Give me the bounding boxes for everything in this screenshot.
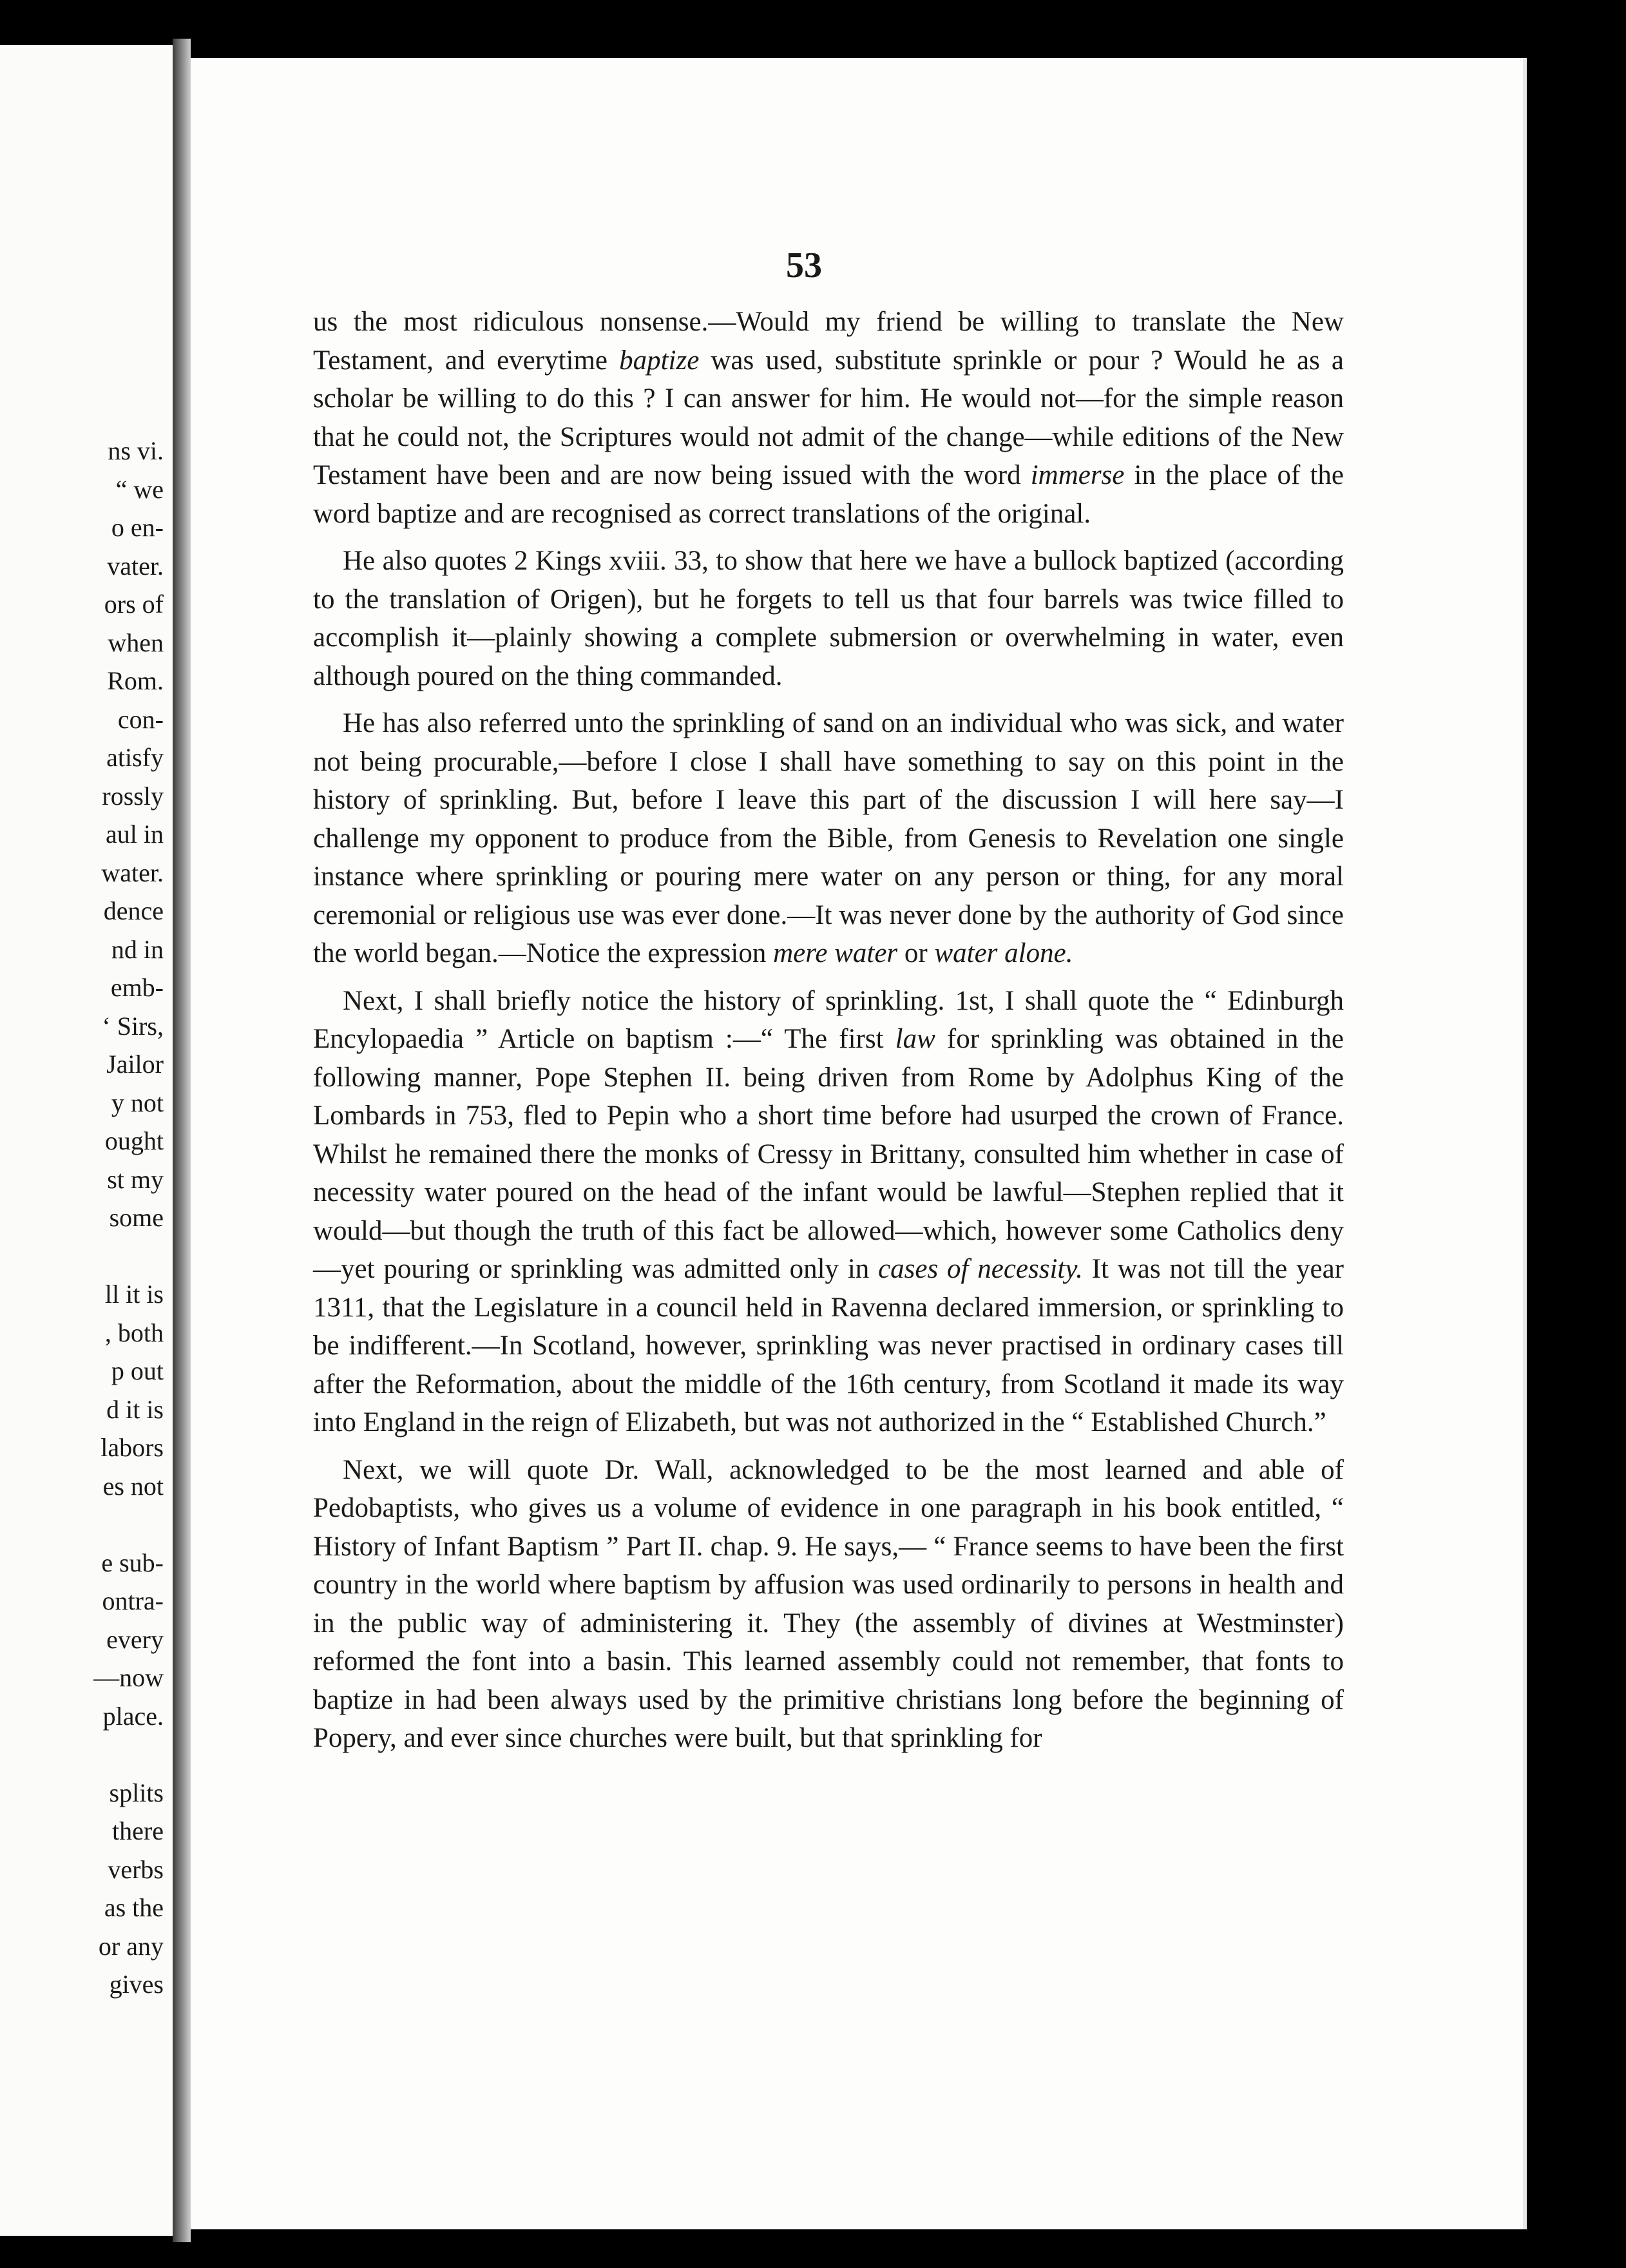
left-line-fragment: verbs [108, 1854, 164, 1884]
left-line-fragment: —now [93, 1663, 164, 1692]
left-line-fragment: Rom. [107, 666, 164, 695]
left-line-fragment: d it is [106, 1394, 164, 1424]
left-line-fragment: labors [100, 1433, 164, 1462]
left-line-fragment: vater. [107, 551, 164, 581]
page-number: 53 [786, 245, 822, 285]
paragraph [313, 704, 1344, 973]
left-line-fragment: or any [98, 1931, 164, 1961]
text-run: or [897, 938, 935, 968]
left-line-fragment: y not [111, 1088, 164, 1117]
left-line-fragment: st my [107, 1164, 164, 1194]
left-line-fragment: ‘ Sirs, [102, 1011, 164, 1041]
italic-text: mere water [773, 938, 898, 968]
left-line-fragment: Jailor [106, 1050, 164, 1079]
paragraph [313, 303, 1344, 533]
text-run: us the most ridiculous nonsense.—Would my friend be willing to translate the New Testament, and everytime [313, 307, 1344, 376]
text-run: for sprinkling was obtained in the following manner, Pope Stephen II. being driven from Rome by Adolphus King of the Lombards in 753, fled to Pepin who a short time before had usurped the crown of France. Whilst he remained there the monks of Cressy in Brittany, consulted him whether in case of necessity water poured on the head of the infant would be lawful—Stephen replied that it would—but though the truth of this fact be allowed—which, however some Catholics deny—yet pouring or sprinkling was admitted only in [313, 1024, 1344, 1284]
left-line-fragment: when [108, 628, 164, 657]
left-line-fragment: rossly [102, 781, 164, 811]
paragraph [313, 1451, 1344, 1758]
left-line-fragment: place. [102, 1701, 164, 1731]
text-run: He also quotes 2 Kings xviii. 33, to show that here we have a bullock baptized (according to the translation of Origen), but he forgets to tell us that four barrels was twice filled to accomplish it—plainly showing a complete submersion or overwhelming in water, even although poured on the thing commanded. [313, 546, 1344, 691]
left-line-fragment: “ we [115, 474, 164, 504]
italic-text: immerse [1030, 460, 1125, 490]
text-run: was used, substitute sprinkle or pour ? Would he as a scholar be willing to do this ? I can answer for him. He would not—for the simple reason that he could not, the Scriptures would not admit of the change—while editions of the New Testament have been and are now being issued with the word [313, 345, 1344, 490]
left-line-fragment: , both [104, 1318, 164, 1347]
left-line-fragment: ll it is [104, 1280, 164, 1309]
left-line-fragment: water. [101, 858, 164, 887]
left-line-fragment: atisfy [106, 743, 164, 772]
left-page-margin [0, 45, 173, 2236]
left-line-fragment: nd in [111, 934, 164, 964]
left-line-fragment [93, 1735, 164, 1774]
text-run: Next, I shall briefly notice the history of sprinkling. 1st, I shall quote the “ Edinburgh Encylopaedia ” Article on baptism :—“ The first [313, 985, 1344, 1054]
left-line-fragment: es not [102, 1471, 164, 1501]
italic-text: law [895, 1024, 935, 1054]
italic-text: water alone. [934, 938, 1073, 968]
left-line-fragment [93, 1505, 164, 1544]
left-line-fragment: dence [103, 896, 164, 925]
left-line-fragment: as the [104, 1893, 164, 1922]
left-line-fragment [93, 1237, 164, 1276]
left-line-fragment: e sub- [101, 1548, 164, 1577]
italic-text: cases of necessity. [878, 1254, 1083, 1284]
text-run: in the place of the word baptize and are recognised as correct translations of the original. [313, 460, 1344, 529]
left-line-fragment: p out [111, 1356, 164, 1385]
paragraph [313, 542, 1344, 695]
left-line-fragment: splits [109, 1778, 164, 1807]
left-line-fragment: some [109, 1203, 164, 1232]
left-line-fragment: there [112, 1816, 164, 1845]
left-page-line-fragments [93, 432, 164, 2004]
left-line-fragment: ought [104, 1126, 164, 1155]
text-run: He has also referred unto the sprinkling of sand on an individual who was sick, and water not being procurable,—before I close I shall have something to say on this point in the history of sprinkling. But, before I leave this part of the discussion I will here say—I challenge my opponent to produce from the Bible, from Genesis to Revelation one single instance where sprinkling or pouring mere water on any person or thing, for any moral ceremonial or religious use was ever done.—It was never done by the authority of God since the world began.—Notice the expression [313, 708, 1344, 968]
left-line-fragment: emb- [110, 973, 164, 1002]
left-line-fragment: ors of [104, 590, 164, 619]
book-gutter [173, 39, 191, 2242]
paragraph [313, 982, 1344, 1442]
left-line-fragment: aul in [106, 820, 164, 849]
left-line-fragment: con- [117, 704, 164, 734]
left-line-fragment: every [106, 1624, 164, 1654]
left-line-fragment: gives [109, 1970, 164, 1999]
left-line-fragment: ns vi. [108, 436, 164, 465]
page-body [313, 303, 1344, 1767]
text-run: It was not till the year 1311, that the Legislature in a council held in Ravenna declared immersion, or sprinkling to be indifferent.—In Scotland, however, sprinkling was never practised in ordinary cases till after the Reformation, about the middle of the 16th century, from Scotland it made its way into England in the reign of Elizabeth, but was not authorized in the “ Established Church.” [313, 1254, 1344, 1437]
italic-text: baptize [619, 345, 700, 376]
left-line-fragment: ontra- [102, 1586, 164, 1615]
left-line-fragment: o en- [111, 513, 164, 542]
text-run: Next, we will quote Dr. Wall, acknowledged to be the most learned and able of Pedobaptists, who gives us a volume of evidence in one paragraph in his book entitled, “ History of Infant Baptism ” Part II. chap. 9. He says,— “ France seems to have been the first country in the world where baptism by affusion was used ordinarily to persons in health and in the public way of administering it. They (the assembly of divines at Westminster) reformed the font into a basin. This learned assembly could not remember, that fonts to baptize in had been always used by the primitive christians long before the beginning of Popery, and ever since churches were built, but that sprinkling for [313, 1454, 1344, 1753]
